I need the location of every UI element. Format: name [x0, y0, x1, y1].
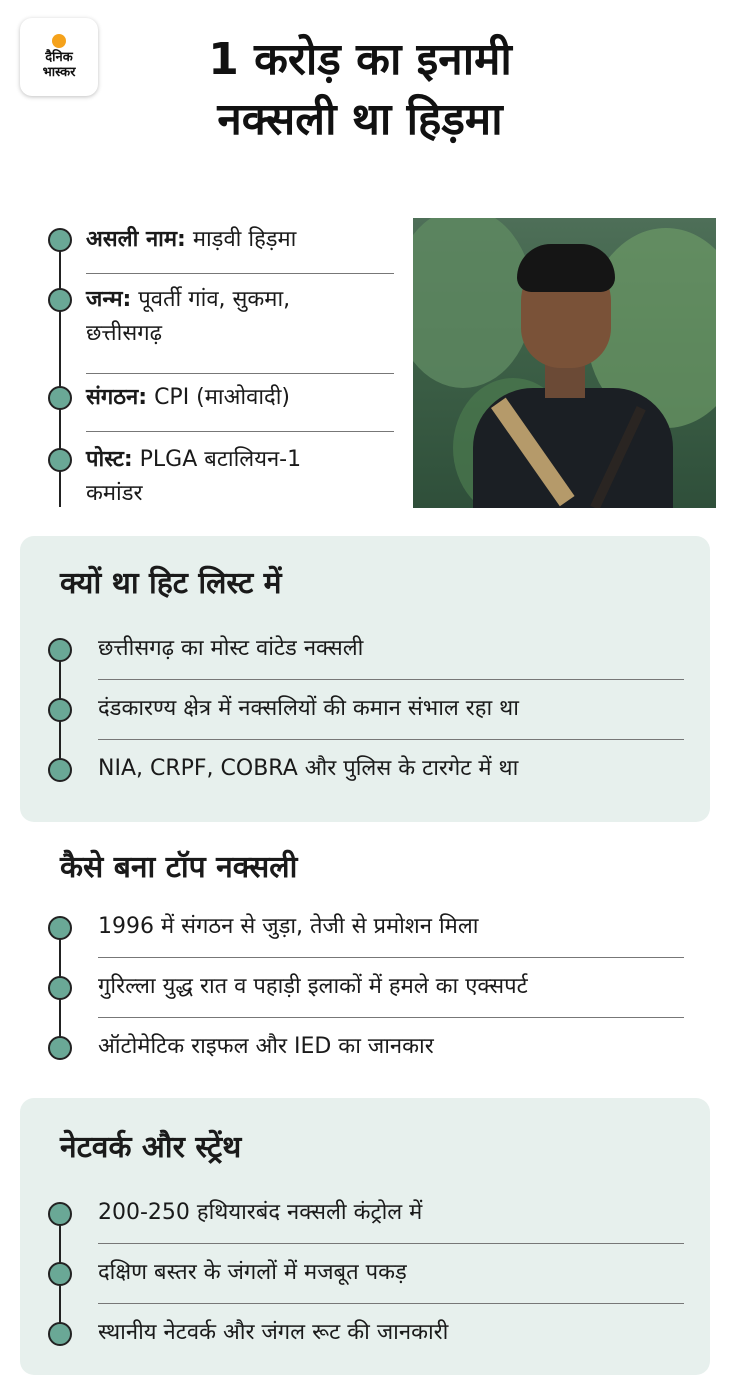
divider: [86, 373, 394, 374]
section-heading: कैसे बना टॉप नक्सली: [60, 850, 298, 885]
list-item: [20, 1184, 710, 1244]
list-item: [20, 958, 710, 1018]
list-item-text: स्थानीय नेटवर्क और जंगल रूट की जानकारी: [98, 1320, 449, 1345]
list-item: [20, 1018, 710, 1078]
list-item: [20, 898, 710, 958]
figure-hair: [517, 244, 615, 292]
bullet-dot: [48, 1262, 72, 1286]
list-item-text: ऑटोमेटिक राइफल और IED का जानकार: [98, 1034, 434, 1059]
divider: [86, 431, 394, 432]
bullet-dot: [48, 698, 72, 722]
section-network-strength: [20, 1098, 710, 1375]
list-item-text: दंडकारण्य क्षेत्र में नक्सलियों की कमान संभाल रहा था: [98, 696, 519, 721]
page-title-line1: 1 करोड़ का इनामी: [208, 34, 512, 85]
list-item-text: NIA, CRPF, COBRA और पुलिस के टारगेट में था: [98, 756, 519, 781]
portrait-photo: [413, 218, 716, 508]
bullet-dot: [48, 758, 72, 782]
profile-value: PLGA बटालियन-1: [139, 447, 302, 472]
page-title: [120, 30, 600, 150]
section-top-naxal: [20, 836, 710, 1086]
section-hit-list: [20, 536, 710, 822]
profile-value: माड़वी हिड़मा: [192, 227, 297, 252]
profile-value: पूवर्ती गांव, सुकमा,: [138, 287, 291, 312]
bullet-dot: [48, 976, 72, 1000]
list-item-text: 200-250 हथियारबंद नक्सली कंट्रोल में: [98, 1200, 423, 1225]
profile-value-line2: कमांडर: [86, 481, 143, 506]
page-title-line2: नक्सली था हिड़मा: [217, 94, 503, 145]
profile-text: [86, 443, 396, 511]
bullet-dot: [48, 386, 72, 410]
profile-label: संगठन:: [86, 385, 148, 410]
list-item-text: छत्तीसगढ़ का मोस्ट वांटेड नक्सली: [98, 636, 364, 661]
sun-icon: [52, 34, 66, 48]
bullet-dot: [48, 228, 72, 252]
bullet-dot: [48, 638, 72, 662]
profile-value: CPI (माओवादी): [154, 385, 291, 410]
brand-name-line2: भास्कर: [42, 65, 76, 80]
list-item-text: 1996 में संगठन से जुड़ा, तेजी से प्रमोशन मिला: [98, 914, 479, 939]
brand-logo: [20, 18, 98, 96]
profile-label: जन्म:: [86, 287, 132, 312]
list-item: [20, 740, 710, 800]
profile-text: [86, 283, 396, 351]
foliage: [413, 218, 533, 388]
list-item: [20, 1244, 710, 1304]
profile-text: [86, 381, 396, 415]
section-heading: नेटवर्क और स्ट्रेंथ: [60, 1130, 242, 1165]
list-item: [20, 620, 710, 680]
profile-label: असली नाम:: [86, 227, 186, 252]
bullet-dot: [48, 916, 72, 940]
list-item: [20, 680, 710, 740]
bullet-dot: [48, 1036, 72, 1060]
profile-text: [86, 223, 396, 257]
list-item: [20, 1304, 710, 1364]
list-item-text: गुरिल्ला युद्ध रात व पहाड़ी इलाकों में हमले का एक्सपर्ट: [98, 974, 528, 999]
brand-name-line1: दैनिक: [45, 50, 73, 65]
profile-label: पोस्ट:: [86, 447, 133, 472]
bullet-dot: [48, 288, 72, 312]
bullet-dot: [48, 1322, 72, 1346]
divider: [86, 273, 394, 274]
profile-value-line2: छत्तीसगढ़: [86, 321, 162, 346]
section-heading: क्यों था हिट लिस्ट में: [60, 566, 282, 601]
bullet-dot: [48, 448, 72, 472]
bullet-dot: [48, 1202, 72, 1226]
list-item-text: दक्षिण बस्तर के जंगलों में मजबूत पकड़: [98, 1260, 407, 1285]
